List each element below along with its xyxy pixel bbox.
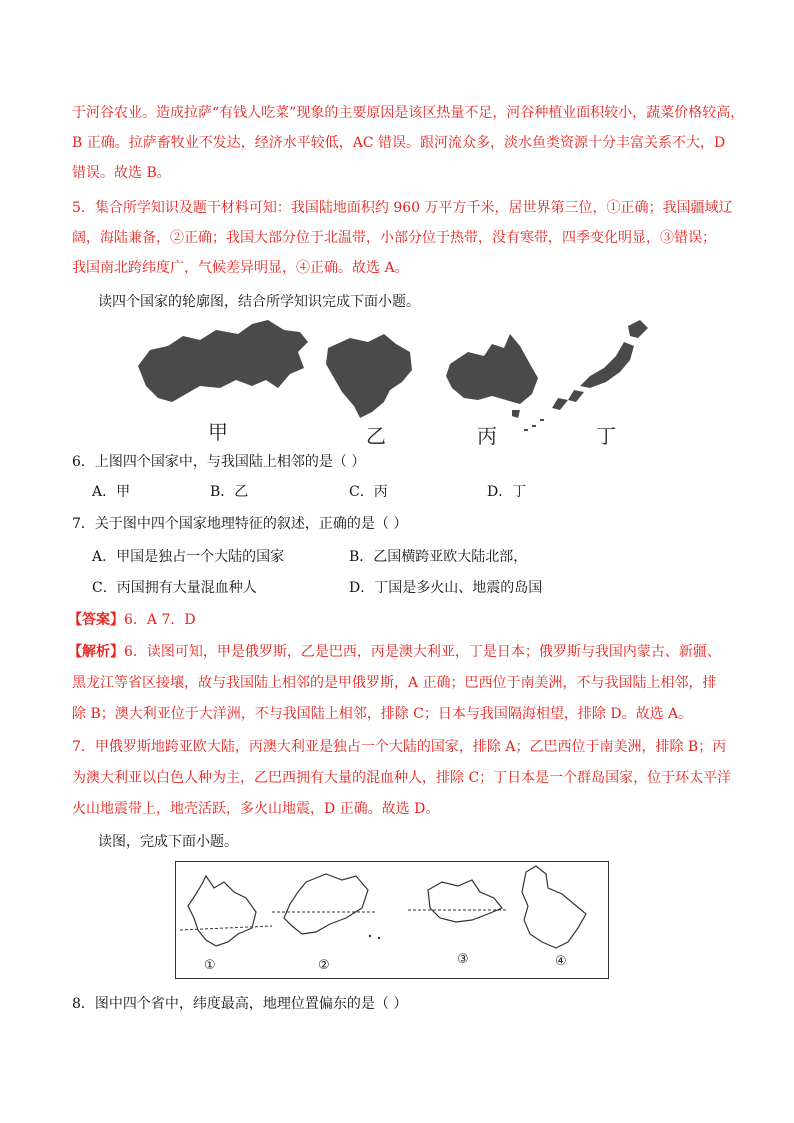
province-label-1: ① <box>204 958 216 973</box>
analysis-q4-line-2: B 正确。拉萨畜牧业不发达，经济水平较低，AC 错误。跟河流众多，淡水鱼类资源十分丰富关系不大，D <box>72 135 726 151</box>
analysis-q6-text-1: 6．读图可知，甲是俄罗斯，乙是巴西，丙是澳大利亚，丁是日本；俄罗斯与我国内蒙古、新疆、 <box>124 644 721 660</box>
country-label-bing: 丙 <box>477 424 497 448</box>
province-outline-figure <box>175 861 609 979</box>
q6-option-b: B．乙 <box>210 484 249 500</box>
ryukyu-dots <box>524 420 544 430</box>
analysis-q4-line-1: 于河谷农业。造成拉萨“有钱人吃菜”现象的主要原因是该区热量不足，河谷种植业面积较小，蔬菜价格较高， <box>72 105 745 121</box>
analysis-line-3: 除 B；澳大利亚位于大洋洲，不与我国陆上相邻，排除 C；日本与我国隔海相望，排除 D。故选 A。 <box>72 706 693 722</box>
analysis-line-1 <box>68 642 721 662</box>
answer-text: 6．A 7．D <box>124 612 196 628</box>
analysis-line-2: 黑龙江等省区接壤，故与我国陆上相邻的是甲俄罗斯，A 正确；巴西位于南美洲，不与我国陆上相邻，排 <box>72 675 717 691</box>
country-label-jia: 甲 <box>208 420 228 444</box>
analysis-tag: 【解析】 <box>68 644 124 660</box>
australia-outline <box>446 334 538 404</box>
country-label-ding: 丁 <box>596 424 616 448</box>
analysis-line-5: 为澳大利亚以白色人种为主，乙巴西拥有大量的混血种人，排除 C；丁日本是一个群岛国家，位于环太平洋 <box>72 770 732 786</box>
analysis-q4-line-3: 错误。故选 B。 <box>72 165 171 181</box>
analysis-line-6: 火山地震带上，地壳活跃，多火山地震，D 正确。故选 D。 <box>72 801 440 817</box>
province-3-outline <box>428 880 502 922</box>
answer-line <box>68 610 196 630</box>
answer-tag: 【答案】 <box>68 612 124 628</box>
q7-option-a: A．甲国是独占一个大陆的国家 <box>92 549 285 565</box>
analysis-line-4: 7．甲俄罗斯地跨亚欧大陆，丙澳大利亚是独占一个大陆的国家，排除 A；乙巴西位于南美洲，排除 B；丙 <box>72 739 727 755</box>
country-outline-figure <box>128 316 673 446</box>
province-label-4: ④ <box>555 954 567 969</box>
province-label-3: ③ <box>457 952 469 967</box>
q6-option-a: A．甲 <box>92 484 131 500</box>
q7-option-b: B．乙国横跨亚欧大陆北部， <box>349 549 528 565</box>
tasmania-outline <box>512 410 520 418</box>
q6-option-d: D．丁 <box>487 484 527 500</box>
russia-outline <box>138 320 308 402</box>
province-label-2: ② <box>318 958 330 973</box>
brazil-outline <box>326 334 412 418</box>
province-4-outline <box>522 866 586 948</box>
analysis-q5-line-1: 5．集合所学知识及题干材料可知：我国陆地面积约 960 万平方千米，居世界第三位，①正确；我国疆域辽 <box>72 200 733 216</box>
q7-stem: 7．关于图中四个国家地理特征的叙述，正确的是（ ） <box>72 516 408 532</box>
japan-outline <box>552 320 648 410</box>
q7-option-d: D．丁国是多火山、地震的岛国 <box>349 580 543 596</box>
analysis-q5-line-3: 我国南北跨纬度广，气候差异明显，④正确。故选 A。 <box>72 260 409 276</box>
country-label-yi: 乙 <box>366 424 386 448</box>
province-outlines-svg <box>176 862 608 978</box>
province-2-outline <box>284 874 368 934</box>
q7-option-c: C．丙国拥有大量混血种人 <box>92 580 257 596</box>
province-1-outline <box>188 876 256 946</box>
q6-option-c: C．丙 <box>349 484 388 500</box>
provinces-intro: 读图，完成下面小题。 <box>98 834 238 850</box>
q8-stem: 8．图中四个省中，纬度最高，地理位置偏东的是（ ） <box>72 996 408 1012</box>
countries-intro: 读四个国家的轮廓图，结合所学知识完成下面小题。 <box>98 294 420 310</box>
q6-stem: 6．上图四个国家中，与我国陆上相邻的是（ ） <box>72 454 366 470</box>
analysis-q5-line-2: 阔，海陆兼备，②正确；我国大部分位于北温带，小部分位于热带，没有寒带，四季变化明显，③错误； <box>72 230 716 246</box>
